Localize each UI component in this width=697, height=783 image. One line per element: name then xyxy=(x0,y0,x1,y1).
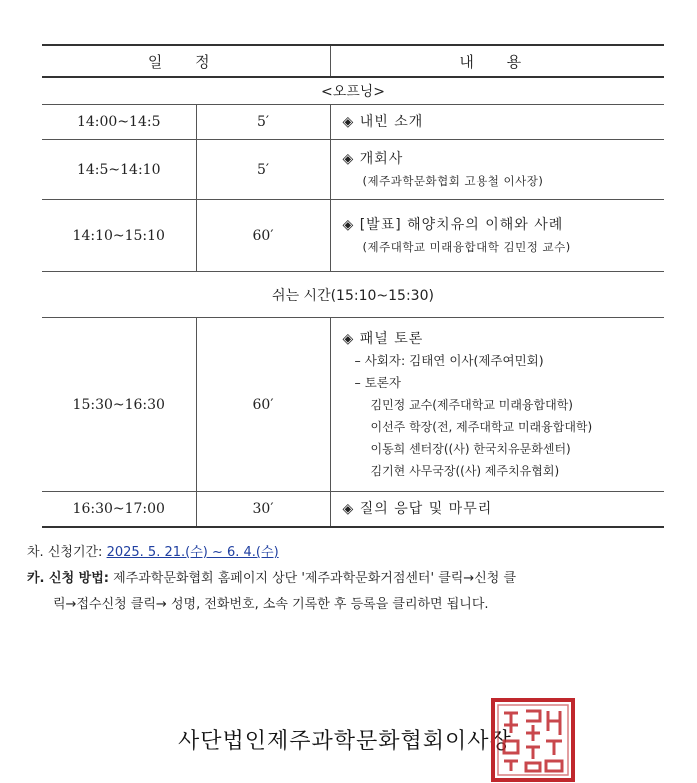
method-text: 제주과학문화협회 홈페이지 상단 '제주과학문화거점센터' 클릭→신청 클 xyxy=(113,571,517,586)
panel-content xyxy=(330,318,664,492)
row-duration: 60′ xyxy=(196,200,330,272)
row-duration: 5′ xyxy=(196,140,330,200)
application-period xyxy=(27,540,692,566)
row-time: 16:30~17:00 xyxy=(42,492,196,528)
row-duration: 5′ xyxy=(196,105,330,140)
panelists-label: – 토론자 xyxy=(354,374,401,390)
method-label: 카. 신청 방법: xyxy=(27,571,109,586)
row-content xyxy=(330,492,664,528)
header-schedule: 일 정 xyxy=(42,45,330,77)
presentation-title: ◈ [발표] 해양치유의 이해와 사례 xyxy=(342,216,564,233)
row-time: 14:00~14:5 xyxy=(42,105,196,140)
row-time: 14:5~14:10 xyxy=(42,140,196,200)
period-link[interactable]: 2025. 5. 21.(수) ~ 6. 4.(수) xyxy=(106,545,279,560)
schedule-table xyxy=(42,44,664,528)
opening-label: <오프닝> xyxy=(42,77,664,105)
panel-title: ◈ 패널 토론 xyxy=(342,330,424,347)
presentation-speaker: (제주대학교 미래융합대학 김민정 교수) xyxy=(362,239,571,254)
row-time: 14:10~15:10 xyxy=(42,200,196,272)
panel-moderator: – 사회자: 김태연 이사(제주여민회) xyxy=(354,352,544,368)
signature: 사단법인제주과학문화협회이사장 xyxy=(178,729,512,754)
row-time: 15:30~16:30 xyxy=(42,318,196,492)
panelist: 김기현 사무국장((사) 제주치유협회) xyxy=(370,463,560,478)
closing-text: ◈ 질의 응답 및 마무리 xyxy=(342,501,493,517)
row-duration: 30′ xyxy=(196,492,330,528)
period-label: 차. 신청기간: xyxy=(27,545,103,560)
opening-address-speaker: (제주과학문화협회 고용철 이사장) xyxy=(362,173,544,188)
row-content xyxy=(330,200,664,272)
panelist: 이선주 학장(전, 제주대학교 미래융합대학) xyxy=(370,419,593,434)
guest-intro: ◈ 내빈 소개 xyxy=(342,114,424,130)
row-content xyxy=(330,105,664,140)
official-seal-icon xyxy=(490,697,576,783)
row-duration: 60′ xyxy=(196,318,330,492)
method-text-cont: 릭→접수신청 클릭→ 성명, 전화번호, 소속 기록한 후 등록을 클리하면 됩니다. xyxy=(53,597,489,612)
header-content: 내 용 xyxy=(330,45,664,77)
panelist: 김민정 교수(제주대학교 미래융합대학) xyxy=(370,397,573,412)
opening-address: ◈ 개회사 xyxy=(342,150,404,167)
break-time: 쉬는 시간(15:10~15:30) xyxy=(42,272,664,318)
application-method xyxy=(27,566,692,592)
row-content xyxy=(330,140,664,200)
panelist: 이동희 센터장((사) 한국치유문화센터) xyxy=(370,441,571,456)
application-notes xyxy=(27,540,692,618)
